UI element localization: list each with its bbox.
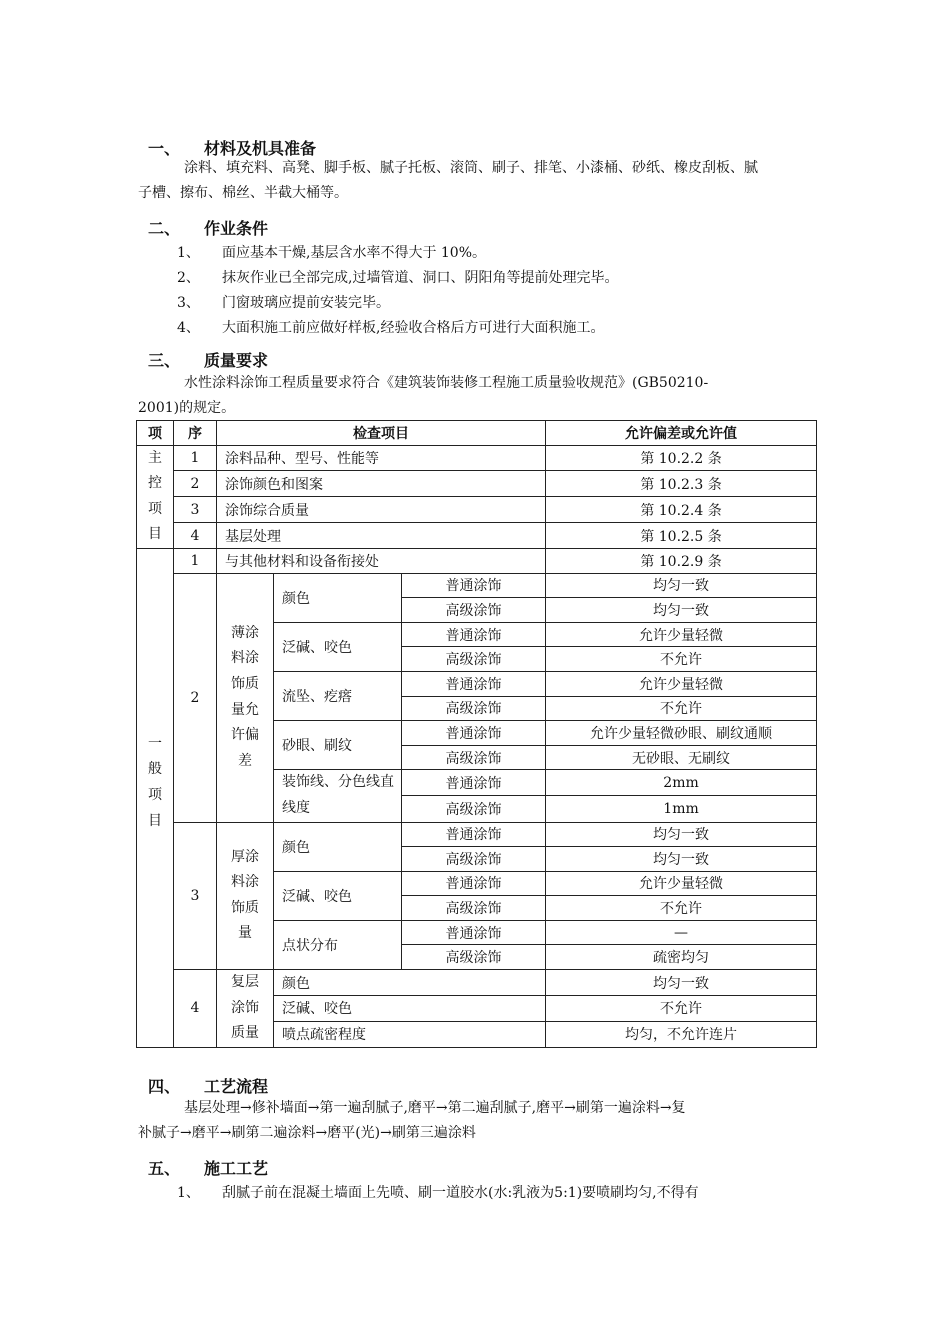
value-cell: 允许少量轻微	[546, 622, 817, 647]
header-col-tolerance: 允许偏差或允许值	[546, 421, 817, 446]
seq-cell: 2	[174, 573, 217, 822]
grade-cell: 高级涂饰	[402, 896, 546, 921]
table-row	[137, 471, 817, 497]
value-cell: 第 10.2.5 条	[546, 523, 817, 549]
section-number: 五、	[148, 1159, 181, 1178]
seq-cell: 4	[174, 970, 217, 1048]
section-2-heading	[148, 216, 268, 239]
sub-item-cell: 颜色	[274, 822, 402, 871]
grade-cell: 高级涂饰	[402, 847, 546, 872]
value-cell: 均匀一致	[546, 573, 817, 598]
section-title: 质量要求	[204, 351, 269, 370]
section-number: 二、	[148, 219, 181, 238]
list-item-number: 2、	[177, 270, 200, 286]
item-cell: 喷点疏密程度	[274, 1021, 546, 1047]
section-4-body	[138, 1096, 814, 1146]
value-cell: 第 10.2.2 条	[546, 445, 817, 471]
value-cell: 不允许	[546, 647, 817, 672]
grade-cell: 普通涂饰	[402, 671, 546, 696]
list-item	[177, 1182, 699, 1202]
list-item	[177, 317, 604, 337]
grade-cell: 高级涂饰	[402, 696, 546, 721]
value-cell: 不允许	[546, 696, 817, 721]
grade-cell: 高级涂饰	[402, 647, 546, 672]
list-item	[177, 267, 618, 287]
grade-cell: 高级涂饰	[402, 598, 546, 623]
list-item-number: 3、	[177, 295, 200, 311]
header-col-seq: 序	[174, 421, 217, 446]
value-cell: 均匀，不允许连片	[546, 1021, 817, 1047]
grade-cell: 普通涂饰	[402, 920, 546, 945]
value-cell: 疏密均匀	[546, 945, 817, 970]
multi-layer-label: 复层涂饰质量	[217, 970, 274, 1048]
grade-cell: 普通涂饰	[402, 770, 546, 796]
section-3-body	[138, 371, 814, 421]
thin-coating-label: 薄涂料涂饰质量允许偏差	[217, 573, 274, 822]
list-item-number: 1、	[177, 245, 200, 261]
section-title: 施工工艺	[204, 1159, 269, 1178]
quality-table	[136, 420, 817, 1048]
seq-cell: 3	[174, 822, 217, 970]
value-cell: 允许少量轻微砂眼、刷纹通顺	[546, 721, 817, 746]
sub-item-cell: 砂眼、刷纹	[274, 721, 402, 770]
paragraph-line: 补腻子→磨平→刷第二遍涂料→磨平(光)→刷第三遍涂料	[138, 1125, 476, 1141]
sub-item-cell: 颜色	[274, 573, 402, 622]
section-title: 材料及机具准备	[204, 139, 317, 158]
value-cell: 第 10.2.9 条	[546, 548, 817, 573]
item-cell: 与其他材料和设备衔接处	[217, 548, 546, 573]
item-cell: 颜色	[274, 970, 546, 996]
value-cell: 均匀一致	[546, 822, 817, 847]
section-5-heading	[148, 1156, 268, 1179]
value-cell: —	[546, 920, 817, 945]
section-number: 四、	[148, 1077, 181, 1096]
table-row	[137, 548, 817, 573]
general-items-label	[137, 548, 174, 1047]
grade-cell: 普通涂饰	[402, 822, 546, 847]
list-item-text: 刮腻子前在混凝土墙面上先喷、刷一道胶水(水:乳液为5:1)要喷刷均匀,不得有	[222, 1185, 699, 1201]
sub-item-cell: 流坠、疙瘩	[274, 671, 402, 720]
value-cell: 1mm	[546, 796, 817, 822]
value-cell: 允许少量轻微	[546, 871, 817, 896]
header-col-check-item: 检查项目	[217, 421, 546, 446]
item-cell: 泛碱、咬色	[274, 995, 546, 1021]
value-cell: 均匀一致	[546, 970, 817, 996]
sub-item-cell: 泛碱、咬色	[274, 871, 402, 920]
table-row	[137, 573, 817, 598]
table-row	[137, 970, 817, 996]
seq-cell: 4	[174, 523, 217, 549]
grade-cell: 高级涂饰	[402, 796, 546, 822]
table-row	[137, 445, 817, 471]
value-cell: 第 10.2.4 条	[546, 497, 817, 523]
table-row	[137, 822, 817, 847]
paragraph-line: 2001)的规定。	[138, 400, 236, 416]
table-header-row	[137, 421, 817, 446]
list-item	[177, 242, 486, 262]
seq-cell: 2	[174, 471, 217, 497]
value-cell: 第 10.2.3 条	[546, 471, 817, 497]
value-cell: 均匀一致	[546, 598, 817, 623]
list-item	[177, 292, 390, 312]
value-cell: 允许少量轻微	[546, 671, 817, 696]
item-cell: 涂饰综合质量	[217, 497, 546, 523]
list-item-text: 大面积施工前应做好样板,经验收合格后方可进行大面积施工。	[222, 320, 605, 336]
section-4-heading	[148, 1074, 268, 1097]
seq-cell: 1	[174, 445, 217, 471]
grade-cell: 普通涂饰	[402, 622, 546, 647]
header-col-category: 项	[137, 421, 174, 446]
table-row	[137, 497, 817, 523]
value-cell: 不允许	[546, 896, 817, 921]
grade-cell: 高级涂饰	[402, 745, 546, 770]
paragraph-line: 基层处理→修补墙面→第一遍刮腻子,磨平→第二遍刮腻子,磨平→刷第一遍涂料→复	[184, 1100, 686, 1116]
paragraph-line: 涂料、填充料、高凳、脚手板、腻子托板、滚筒、刷子、排笔、小漆桶、砂纸、橡皮刮板、腻	[184, 160, 758, 176]
seq-cell: 3	[174, 497, 217, 523]
sub-item-cell: 装饰线、分色线直线度	[274, 770, 402, 822]
table-row	[137, 523, 817, 549]
list-item-number: 1、	[177, 1185, 200, 1201]
section-number: 一、	[148, 139, 181, 158]
list-item-text: 面应基本干燥,基层含水率不得大于 10%。	[222, 245, 487, 261]
section-title: 作业条件	[204, 219, 269, 238]
grade-cell: 普通涂饰	[402, 721, 546, 746]
paragraph-line: 水性涂料涂饰工程质量要求符合《建筑装饰装修工程施工质量验收规范》(GB50210-	[184, 375, 709, 391]
value-cell: 均匀一致	[546, 847, 817, 872]
value-cell: 无砂眼、无刷纹	[546, 745, 817, 770]
value-cell: 2mm	[546, 770, 817, 796]
item-cell: 涂饰颜色和图案	[217, 471, 546, 497]
item-cell: 基层处理	[217, 523, 546, 549]
sub-item-cell: 泛碱、咬色	[274, 622, 402, 671]
list-item-text: 抹灰作业已全部完成,过墙管道、洞口、阴阳角等提前处理完毕。	[222, 270, 619, 286]
grade-cell: 高级涂饰	[402, 945, 546, 970]
value-cell: 不允许	[546, 995, 817, 1021]
list-item-text: 门窗玻璃应提前安装完毕。	[222, 295, 390, 311]
thick-coating-label: 厚涂料涂饰质量	[217, 822, 274, 970]
grade-cell: 普通涂饰	[402, 871, 546, 896]
list-item-number: 4、	[177, 320, 200, 336]
sub-item-cell: 点状分布	[274, 920, 402, 969]
main-control-label: 主控项目	[137, 445, 174, 548]
general-items-text: 一般项目	[148, 735, 162, 829]
section-title: 工艺流程	[204, 1077, 269, 1096]
section-3-heading	[148, 348, 268, 371]
seq-cell: 1	[174, 548, 217, 573]
section-1-body	[138, 156, 814, 206]
grade-cell: 普通涂饰	[402, 573, 546, 598]
section-number: 三、	[148, 351, 181, 370]
item-cell: 涂料品种、型号、性能等	[217, 445, 546, 471]
paragraph-line: 子槽、擦布、棉丝、半截大桶等。	[138, 185, 348, 201]
